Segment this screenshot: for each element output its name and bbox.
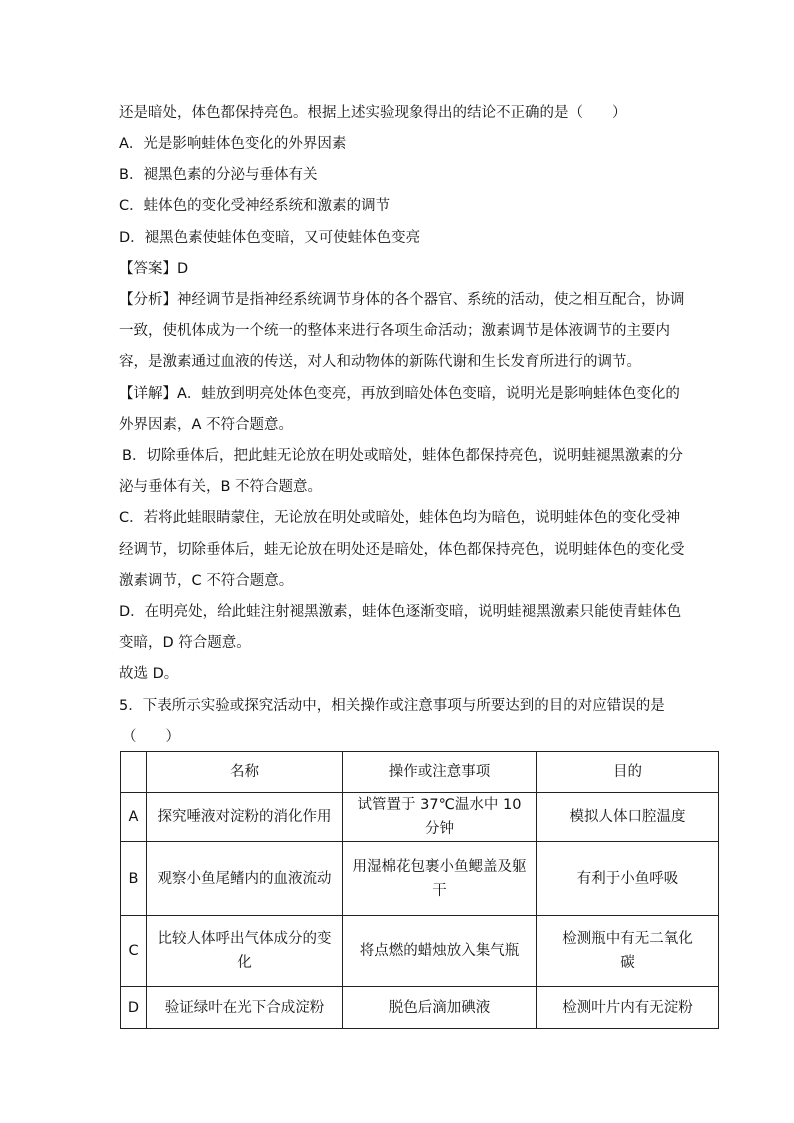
q4-detail-line-1: 【详解】A．蛙放到明亮处体色变亮，再放到暗处体色变暗，说明光是影响蛙体色变化的 — [119, 386, 680, 402]
q4-detail-line-4: 泌与垂体有关，B 不符合题意。 — [119, 479, 323, 495]
cell-line: 检测叶片内有无淀粉 — [562, 999, 693, 1016]
cell-line: 观察小鱼尾鳍内的血液流动 — [157, 870, 332, 887]
cell-name — [147, 916, 343, 987]
q4-stem-tail: 还是暗处，体色都保持亮色。根据上述实验现象得出的结论不正确的是（ ） — [119, 105, 627, 121]
cell-name — [147, 987, 343, 1029]
cell-line: 探究唾液对淀粉的消化作用 — [157, 809, 332, 825]
q5-table — [120, 751, 719, 1029]
cell-purpose — [537, 842, 719, 916]
q5-stem: 5．下表所示实验或探究活动中，相关操作或注意事项与所要达到的目的对应错误的是 — [119, 698, 665, 714]
cell-name — [147, 793, 343, 842]
header-operation: 操作或注意事项 — [343, 752, 537, 793]
q4-option-c: C．蛙体色的变化受神经系统和激素的调节 — [119, 198, 391, 214]
q4-option-b: B．褪黑色素的分泌与垂体有关 — [119, 167, 318, 183]
cell-line: 检测瓶中有无二氧化 — [562, 931, 693, 947]
header-label-cell — [121, 752, 147, 793]
q4-detail-line-7: 激素调节，C 不符合题意。 — [119, 573, 294, 589]
row-label: A — [121, 793, 147, 842]
cell-operation — [343, 842, 537, 916]
cell-operation — [343, 916, 537, 987]
cell-line: 试管置于 37℃温水中 10 分钟 — [357, 797, 522, 837]
cell-name — [147, 842, 343, 916]
q4-analysis-line-2: 一致，使机体成为一个统一的整体来进行各项生命活动；激素调节是体液调节的主要内 — [119, 323, 670, 339]
q4-detail-line-6: 经调节，切除垂体后，蛙无论放在明处还是暗处，体色都保持亮色，说明蛙体色的变化受 — [119, 542, 685, 558]
row-label: D — [121, 987, 147, 1029]
cell-operation — [343, 987, 537, 1029]
q4-detail-line-5: C．若将此蛙眼睛蒙住，无论放在明处或暗处，蛙体色均为暗色，说明蛙体色的变化受神 — [119, 510, 681, 526]
q4-option-a: A．光是影响蛙体色变化的外界因素 — [119, 136, 347, 152]
q4-detail-line-3: B．切除垂体后，把此蛙无论放在明处或暗处，蛙体色都保持亮色，说明蛙褪黑激素的分 — [122, 448, 683, 464]
table-row — [121, 987, 719, 1029]
q4-detail-line-2: 外界因素，A 不符合题意。 — [119, 417, 294, 433]
header-name: 名称 — [147, 752, 343, 793]
cell-purpose — [537, 916, 719, 987]
cell-line: 有利于小鱼呼吸 — [576, 870, 679, 887]
cell-line: 用湿棉花包裹小鱼鳃盖及躯 — [352, 858, 527, 875]
q4-analysis-line-3: 容，是激素通过血液的传送，对人和动物体的新陈代谢和生长发育所进行的调节。 — [119, 354, 641, 370]
cell-line: 化 — [237, 955, 252, 971]
row-label: B — [121, 842, 147, 916]
table-row — [121, 842, 719, 916]
cell-line: 脱色后滴加碘液 — [388, 999, 491, 1016]
table-row — [121, 916, 719, 987]
cell-line: 将点燃的蜡烛放入集气瓶 — [359, 943, 520, 959]
table-row — [121, 793, 719, 842]
cell-line: 验证绿叶在光下合成淀粉 — [164, 999, 325, 1016]
q4-detail-line-8: D．在明亮处，给此蛙注射褪黑激素，蛙体色逐渐变暗，说明蛙褪黑激素只能使青蛙体色 — [119, 604, 682, 620]
cell-purpose — [537, 793, 719, 842]
q4-conclusion: 故选 D。 — [119, 666, 179, 682]
q4-detail-line-9: 变暗，D 符合题意。 — [119, 635, 251, 651]
cell-line: 模拟人体口腔温度 — [569, 809, 686, 825]
cell-purpose — [537, 987, 719, 1029]
q4-analysis-line-1: 【分析】神经调节是指神经系统调节身体的各个器官、系统的活动，使之相互配合，协调 — [119, 292, 685, 308]
table-header-row — [121, 752, 719, 793]
cell-line: 碳 — [620, 955, 635, 971]
cell-line: 比较人体呼出气体成分的变 — [157, 931, 332, 947]
cell-line: 干 — [432, 882, 447, 899]
q4-answer: 【答案】D — [119, 261, 189, 277]
row-label: C — [121, 916, 147, 987]
q5-answer-parentheses: （ ） — [122, 729, 180, 745]
q4-option-d: D．褪黑色素使蛙体色变暗，又可使蛙体色变亮 — [119, 230, 421, 246]
cell-operation — [343, 793, 537, 842]
header-purpose: 目的 — [537, 752, 719, 793]
